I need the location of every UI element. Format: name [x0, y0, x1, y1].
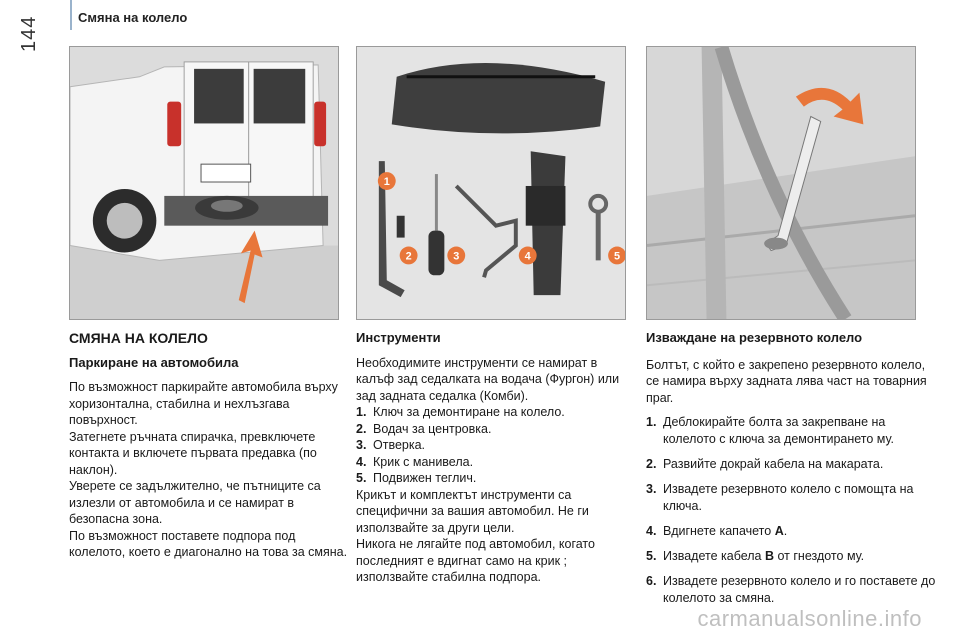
callout-2 [400, 247, 418, 265]
parking-paragraph: По възможност паркирайте автомобила върху хоризонтална, стабилна и нехлъзгава повърхност. [69, 380, 338, 427]
section-title: Смяна на колело [78, 10, 188, 25]
removal-intro: Болтът, с който е закрепено резервното колело, се намира върху задната лява част на товарния праг. [646, 357, 927, 405]
svg-text:1: 1 [383, 175, 390, 188]
list-item: 4. Вдигнете капачето A. [646, 524, 788, 538]
tools-illustration [357, 47, 625, 319]
tools-warning: Никога не лягайте под автомобил, когато последният е вдигнат само на крик ; използвайте стабилна подпора. [356, 537, 595, 584]
side-rule [70, 0, 72, 30]
list-item: 3. Отверка. [356, 438, 426, 452]
figure-van-spare-wheel [69, 46, 339, 320]
watermark: carmanualsonline.info [697, 606, 922, 631]
tools-note: Крикът и комплектът инструменти са специфични за вашия автомобил. Не ги използвайте за други цели. [356, 487, 589, 535]
tools-heading: Инструменти [356, 330, 441, 345]
list-item: 2. Развийте докрай кабела на макарата. [646, 457, 884, 471]
list-item: 2. Водач за центровка. [356, 421, 492, 436]
parking-heading: Паркиране на автомобила [69, 354, 239, 370]
list-item: 3. Извадете резервното колело с помощта на ключа. [646, 482, 914, 513]
parking-paragraph: По възможност поставете подпора под колелото, което е диагонално на това за смяна. [69, 528, 348, 559]
svg-text:5: 5 [614, 250, 621, 263]
svg-text:3: 3 [453, 250, 460, 263]
figure-tools [356, 46, 626, 320]
van-illustration [70, 47, 338, 319]
bolt-illustration [647, 47, 915, 319]
svg-text:4: 4 [524, 250, 531, 263]
tools-intro: Необходимите инструменти се намират в калъф зад седалката на водача (Фургон) или зад задната седалка (Комби). [356, 355, 620, 403]
page-number: 144 [18, 15, 40, 52]
column-parking [69, 330, 349, 561]
column-tools [356, 330, 631, 586]
list-item: 1. Деблокирайте болта за закрепване на колелото с ключа за демонтирането му. [646, 415, 895, 446]
callout-1 [378, 172, 396, 190]
main-heading: СМЯНА НА КОЛЕЛО [69, 330, 208, 346]
list-item: 1. Ключ за демонтиране на колело. [356, 405, 565, 419]
tool-list [356, 404, 631, 487]
step-list [646, 414, 936, 607]
callout-4 [519, 247, 537, 265]
list-item: 6. Извадете резервното колело и го поставете до колелото за смяна. [646, 574, 936, 605]
list-item: 4. Крик с манивела. [356, 454, 474, 469]
list-item: 5. Подвижен теглич. [356, 471, 477, 485]
parking-paragraph: Уверете се задължително, че пътниците са излезли от автомобила и се намират в безопасна зона. [69, 479, 321, 526]
column-removal [646, 330, 936, 607]
removal-heading: Изваждане на резервното колело [646, 330, 863, 345]
svg-text:2: 2 [405, 250, 412, 263]
figure-spare-wheel-bolt [646, 46, 916, 320]
list-item: 5. Извадете кабела B от гнездото му. [646, 549, 865, 563]
parking-paragraph: Затегнете ръчната спирачка, превключете контакта и включете първата предавка (по наклон). [69, 429, 317, 477]
callout-3 [447, 247, 465, 265]
